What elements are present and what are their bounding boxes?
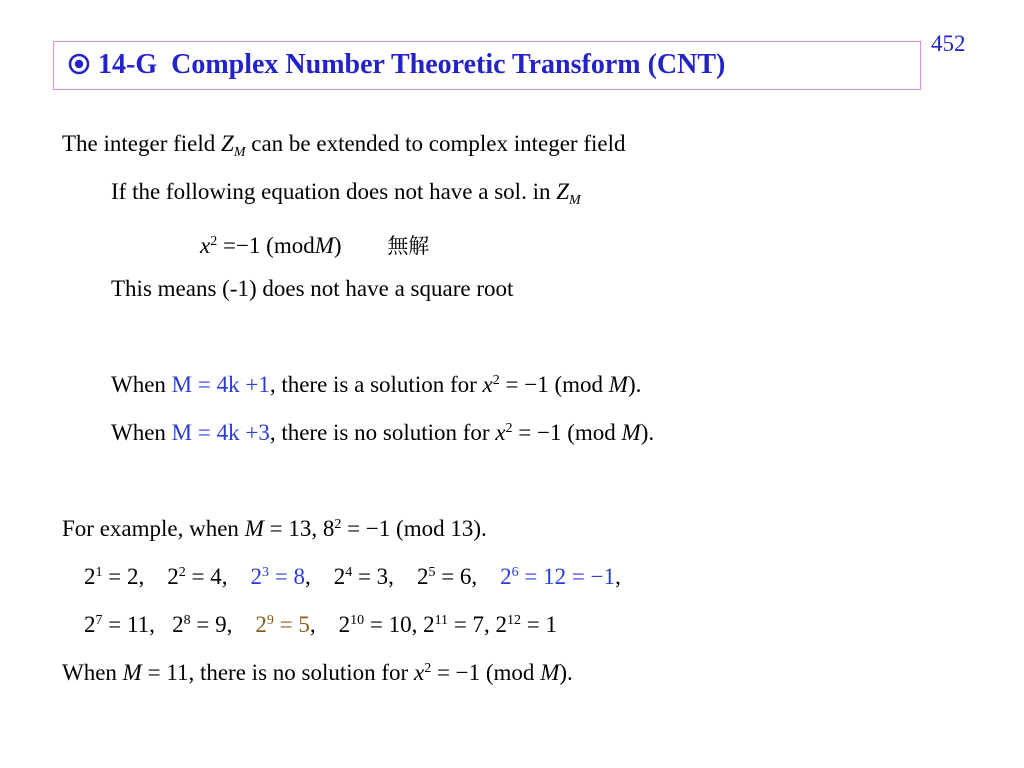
math-symbol: M	[540, 660, 560, 685]
power-term: $2^5 = 6$,	[416, 564, 478, 589]
equation-rhs: =−1 (mod	[222, 233, 315, 258]
math-symbol: x	[495, 420, 506, 445]
text-segment: When	[111, 372, 172, 397]
text-segment: If the following equation does not have a sol. in	[111, 179, 557, 204]
math-exponent: 2	[424, 661, 432, 676]
math-symbol: M	[314, 233, 334, 258]
math-subscript: M	[233, 145, 246, 160]
power-term-highlight: $2^9 = 5$	[255, 612, 310, 637]
math-subscript: M	[569, 193, 581, 208]
text-line-2	[111, 178, 581, 206]
text-segment: ).	[559, 660, 573, 685]
text-segment: = −1 (mod	[431, 660, 541, 685]
text-segment: When	[62, 660, 123, 685]
title-box	[53, 41, 921, 90]
equation-line	[200, 230, 429, 260]
text-segment: ).	[640, 420, 655, 445]
powers-row-1: $2^1 = 2$, $2^2 = 4$, $2^3 = 8$, $2^4 = 3$, $2^5 = 6$, $2^6 = 12 = -1$,	[84, 564, 621, 589]
math-symbol: x	[413, 660, 425, 685]
power-term: $2^{12} = 1$	[495, 612, 558, 637]
math-exponent: 2	[334, 517, 342, 532]
condition-highlight: M = 4k +3	[171, 420, 270, 445]
power-term-highlight: $2^3 = 8$	[250, 564, 305, 589]
text-segment: When	[111, 420, 172, 445]
page-number: 452	[931, 31, 966, 56]
text-segment: For example, when	[62, 516, 245, 541]
title-text: Complex Number Theoretic Transform (CNT)	[171, 49, 726, 80]
text-segment: This means (-1) does not have a square root	[111, 276, 514, 301]
condition-highlight: M = 4k +1	[171, 372, 270, 397]
text-segment: The integer field	[62, 131, 222, 156]
power-term-highlight: $2^6 = 12 = -1$	[500, 564, 616, 589]
text-segment: , there is no solution for	[269, 420, 496, 445]
text-line-1	[62, 130, 625, 158]
page-title	[68, 49, 725, 81]
math-symbol: x	[200, 233, 211, 258]
math-symbol: x	[482, 372, 493, 397]
power-term: $2^8 = 9$,	[172, 612, 233, 637]
math-symbol: M	[122, 660, 142, 685]
text-segment: = 11, there is no solution for	[141, 660, 414, 685]
text-line-4	[111, 371, 641, 399]
text-segment: = −1 (mod	[499, 372, 609, 397]
math-exponent: 2	[505, 421, 513, 436]
text-segment: = −1 (mod	[512, 420, 622, 445]
power-term: $2^2 = 4$,	[167, 564, 228, 589]
equation-close: )	[333, 233, 342, 258]
text-segment: = −1 (mod 13).	[341, 516, 487, 541]
text-segment: can be extended to complex integer field	[245, 131, 626, 156]
math-exponent: 2	[492, 373, 500, 388]
powers-row-2: $2^7 = 11$, $2^8 = 9$, $2^9 = 5$, $2^{10} = 10$, $2^{11} = 7$, $2^{12} = 1$	[84, 612, 558, 637]
power-term: $2^4 = 3$,	[333, 564, 394, 589]
math-symbol: M	[608, 372, 628, 397]
text-segment: = 13, 8	[263, 516, 335, 541]
math-symbol: M	[244, 516, 264, 541]
math-symbol: Z	[556, 179, 570, 204]
text-segment: ).	[627, 372, 642, 397]
power-term: $2^{11} = 7$,	[423, 612, 490, 637]
text-line-3	[111, 275, 513, 303]
text-line-5	[111, 419, 654, 447]
title-prefix: 14-G	[98, 49, 158, 80]
math-exponent: 2	[210, 234, 218, 249]
power-term: $2^1 = 2$,	[84, 564, 145, 589]
text-line-7	[62, 659, 573, 687]
no-solution-note: 無解	[387, 234, 430, 258]
math-symbol: Z	[221, 131, 234, 156]
power-term: $2^{10} = 10$,	[338, 612, 418, 637]
circled-dot-icon	[68, 53, 90, 75]
text-line-6	[62, 515, 487, 543]
text-segment: , there is a solution for	[269, 372, 483, 397]
math-symbol: M	[621, 420, 641, 445]
power-term: $2^7 = 11$,	[84, 612, 155, 637]
